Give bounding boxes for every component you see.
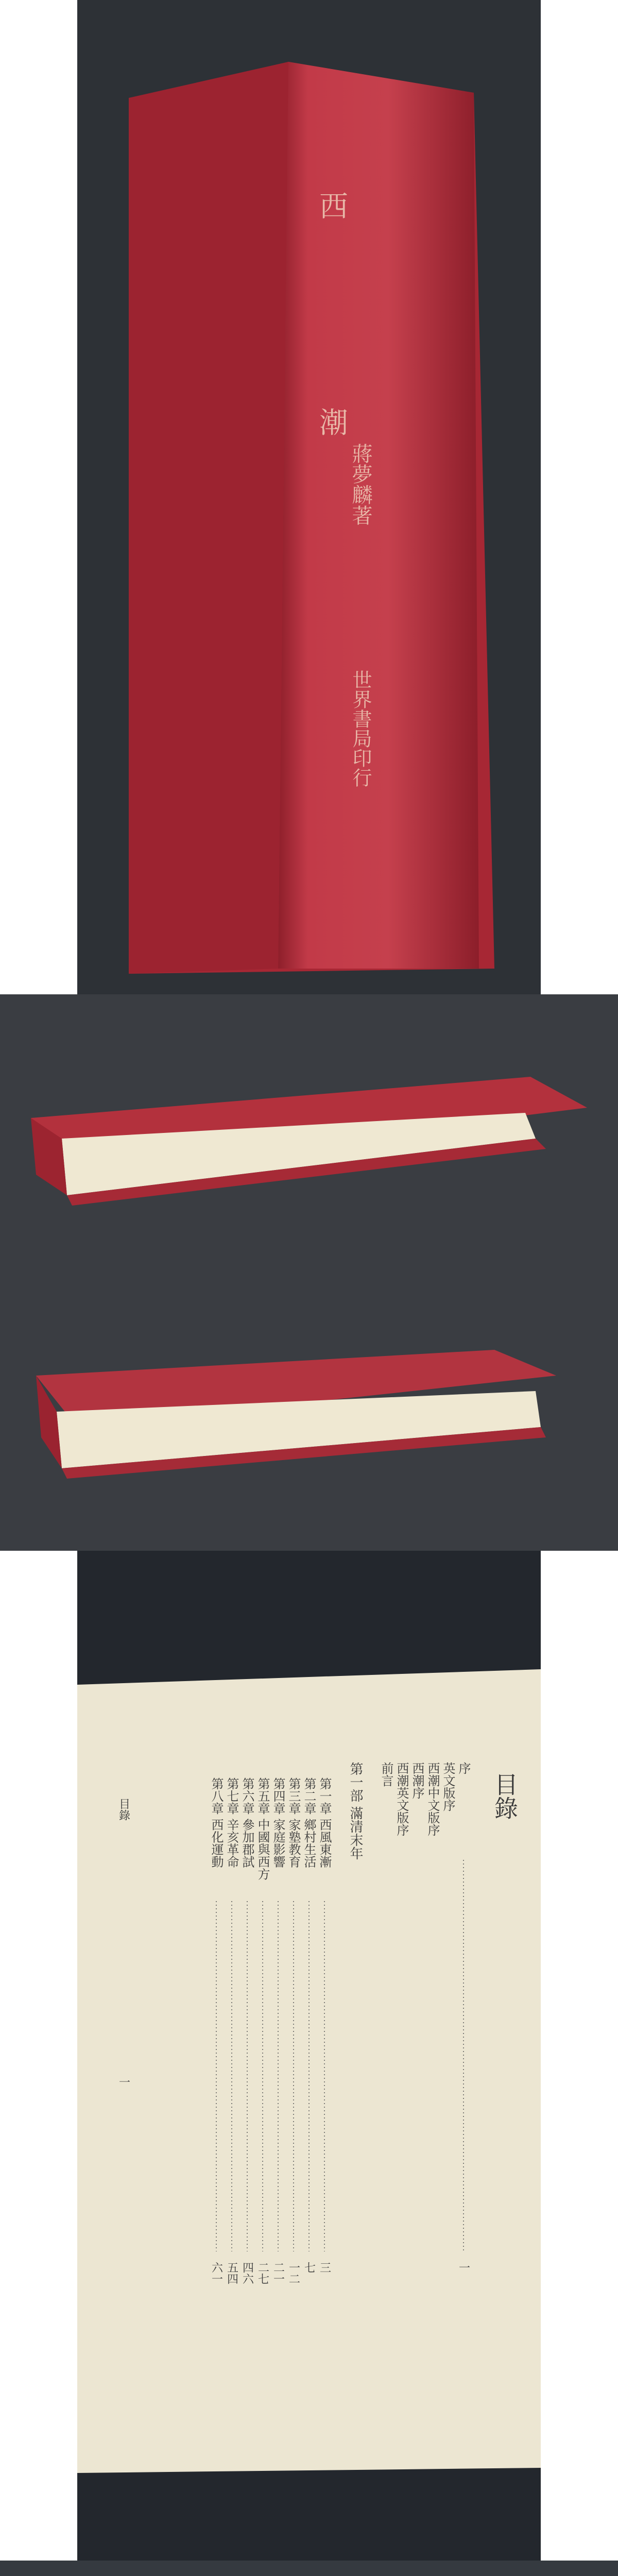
closed-book-photo-2	[0, 1273, 618, 1551]
toc-entry-9: 第二章 鄉村生活	[302, 1777, 316, 1868]
open-book-photo-1	[0, 2561, 618, 2576]
toc-entry-6: 前言	[379, 1762, 393, 1787]
toc-entry-14: 第七章 辛亥革命	[225, 1777, 239, 1868]
book-spine	[278, 62, 479, 969]
spine-author: 蔣夢麟著	[349, 443, 372, 526]
toc-page-8: 三	[318, 2262, 331, 2273]
toc-entry-5: 西潮英文版序	[394, 1762, 409, 1836]
spine-title-char-2: 潮	[319, 406, 348, 440]
toc-footer-mark: 目錄	[117, 1798, 130, 1821]
toc-entry-4: 西潮序	[410, 1762, 424, 1799]
spine-publisher: 世界書局印行	[349, 670, 372, 787]
toc-page-14: 五四	[225, 2262, 238, 2284]
toc-page-11: 二一	[271, 2262, 285, 2284]
toc-entry-10: 第三章 家塾教育	[286, 1777, 301, 1868]
toc-page-15: 六一	[210, 2262, 223, 2284]
toc-entry-2: 英文版序	[441, 1762, 455, 1811]
toc-entry-15: 第八章 西化運動	[209, 1777, 224, 1868]
closed-book-photo-1	[0, 994, 618, 1273]
toc-page-10: 一二	[287, 2262, 300, 2284]
toc-page-12: 二七	[256, 2262, 269, 2284]
toc-entry-12: 第五章 中國與西方	[255, 1777, 270, 1880]
toc-page-9: 七	[302, 2262, 316, 2273]
toc-page-marker: 一	[117, 2076, 130, 2088]
toc-photo	[0, 1551, 618, 2561]
toc-page-1: 一	[457, 2262, 470, 2273]
spine-photo	[0, 0, 618, 994]
toc-page-13: 四六	[241, 2262, 254, 2284]
spine-title-char-1: 西	[319, 190, 348, 224]
toc-entry-7: 第一部 滿清末年	[348, 1762, 363, 1860]
toc-heading: 目錄	[491, 1772, 519, 1820]
toc-entry-1: 序	[456, 1762, 471, 1774]
toc-entry-3: 西潮中文版序	[425, 1762, 440, 1836]
book-side	[129, 62, 288, 974]
toc-entry-13: 第六章 參加郡試	[240, 1777, 254, 1868]
toc-entry-11: 第四章 家庭影響	[271, 1777, 285, 1868]
toc-entry-8: 第一章 西風東漸	[317, 1777, 332, 1868]
